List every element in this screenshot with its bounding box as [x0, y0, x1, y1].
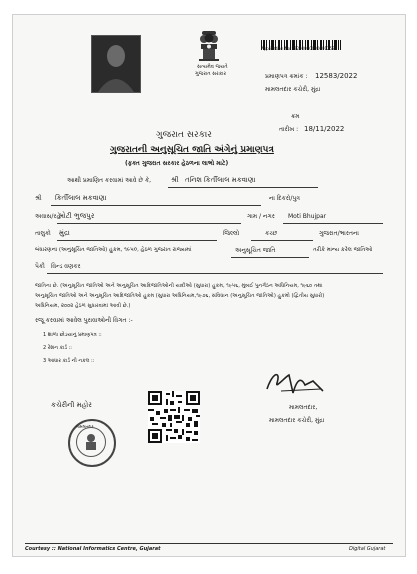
signatory-title: મામલતદાર,: [289, 404, 318, 411]
date-label: તારીખ :: [279, 126, 299, 133]
signatory-office: મામલતદાર કચેરી, મુંદ્રા: [269, 417, 325, 424]
village-label: ગામ / નગર: [247, 213, 275, 220]
applicant-prefix: શ્રી: [171, 176, 179, 184]
footer-brand: Digital Gujarat: [349, 546, 386, 552]
applicant-photo: [91, 35, 141, 93]
intro-text: આથી પ્રમાણિત કરવામાં આવે છે કે,: [67, 177, 152, 184]
certificate-number: 12583/2022: [315, 72, 358, 80]
legal-text-line-3: અધિનિયમ, ૨૦૦૨ હેઠળ સુધારવામાં આવી છે.): [35, 303, 131, 309]
seal-emblem-icon: [76, 427, 106, 457]
barcode-caption: Application No : 22000200000012583: [261, 46, 338, 51]
barcode: [261, 35, 341, 54]
emblem-caption-2: ગુજરાત સરકાર: [195, 71, 227, 77]
documents-heading: રજૂ કરવામાં આવેલ પુરાવાઓની વિગત :-: [35, 317, 133, 324]
district-value: કચ્છ: [265, 230, 278, 237]
office-name: મામલતદાર કચેરી, મુંદ્રા: [265, 86, 321, 93]
legal-text-line-2: અનુસૂચિત જાતિઓ અને અનુસૂચિત આદિજાતિઓ હુકમ (સુધારા અધિનિયમ,૧૯૭૬, સંવિધાન (અનુસૂચિત જાતિઓ) હુકમો (દ્વિતીય સુધારો): [35, 293, 325, 299]
office-stamp-label: કચેરીની મહોર: [51, 401, 92, 409]
district-label: જિલ્લો: [223, 230, 240, 237]
qr-code: [148, 391, 200, 443]
certificate-page: [12, 14, 406, 557]
father-name: કિર્તીલાલ મકવાણા: [55, 194, 107, 202]
village-value: Moti Bhujpar: [288, 213, 327, 220]
issue-date: 18/11/2022: [304, 125, 345, 133]
government-title: ગુજરાત સરકાર: [156, 130, 212, 140]
residence-value: મોટી ભુજપુર: [59, 212, 95, 220]
certificate-title: ગુજરાતની અનુસૂચિત જાતિ અંગેનું પ્રમાણપત્ર: [110, 145, 274, 155]
taluka-value: મુંદ્રા: [59, 229, 70, 237]
seal-text: મામલતદાર: [76, 424, 94, 429]
state-country-label: ગુજરાત/ભારતના: [319, 230, 359, 237]
state-emblem-icon: [193, 29, 225, 67]
document-item-2: 2 રેશન કાર્ડ ::: [43, 345, 72, 351]
emblem-caption-1: સત્યમેવ જયતે: [197, 64, 228, 70]
certificate-subtitle: (ફક્ત ગુજરાત સરકાર હેઠળના લાભો માટે): [125, 160, 229, 167]
footer-courtesy: Courtesy :: National Informatics Centre, Gujarat: [25, 546, 161, 552]
legal-text-line-1: જાતિના છે. (અનુસૂચિત જાતિઓ અને અનુસૂચિત આદિજાતિઓની યાદીઓ (સુધારા) હુકમ, ૧૯૫૬, મુંબઈ પુનર્ગઠન અધિનિયમ, ૧૯૬૦ તથા: [35, 283, 323, 289]
taluka-label: તાલુકો: [35, 230, 51, 237]
office-seal: [68, 419, 116, 467]
document-item-1: 1 શાળા છોડયાનું પ્રમાણપત્ર ::: [43, 332, 102, 338]
caste-value: વિન્ડ વણકર: [51, 263, 81, 270]
applicant-name: તનિશ કિર્તીલાલ મકવાણા: [185, 176, 256, 184]
category-value: અનુસૂચિત જાતિ: [235, 247, 276, 254]
residence-label: અવાસ/રહે: [35, 213, 61, 220]
among-label: પૈકી: [35, 263, 45, 270]
outward-label: ક્રમ: [291, 113, 300, 120]
recognized-castes-text: તરીકે માન્ય કરેલ જાતિઓ: [313, 247, 373, 253]
document-item-3: 3 આધાર કાર્ડ ની નકલ ::: [43, 358, 95, 364]
father-label: શ્રી: [35, 195, 42, 202]
constitution-order-text: બંધારણના (અનુસૂચિત જાતિઓ) હુકમ, ૧૯૫૦, હેઠળ ગુજરાત રાજ્યમાં: [35, 247, 192, 253]
signature-icon: [263, 367, 327, 401]
certificate-number-label: પ્રમાણપત્ર ક્રમાંક :: [265, 73, 308, 80]
relation-text: ના દિકરો/પુત્ર: [269, 195, 301, 202]
